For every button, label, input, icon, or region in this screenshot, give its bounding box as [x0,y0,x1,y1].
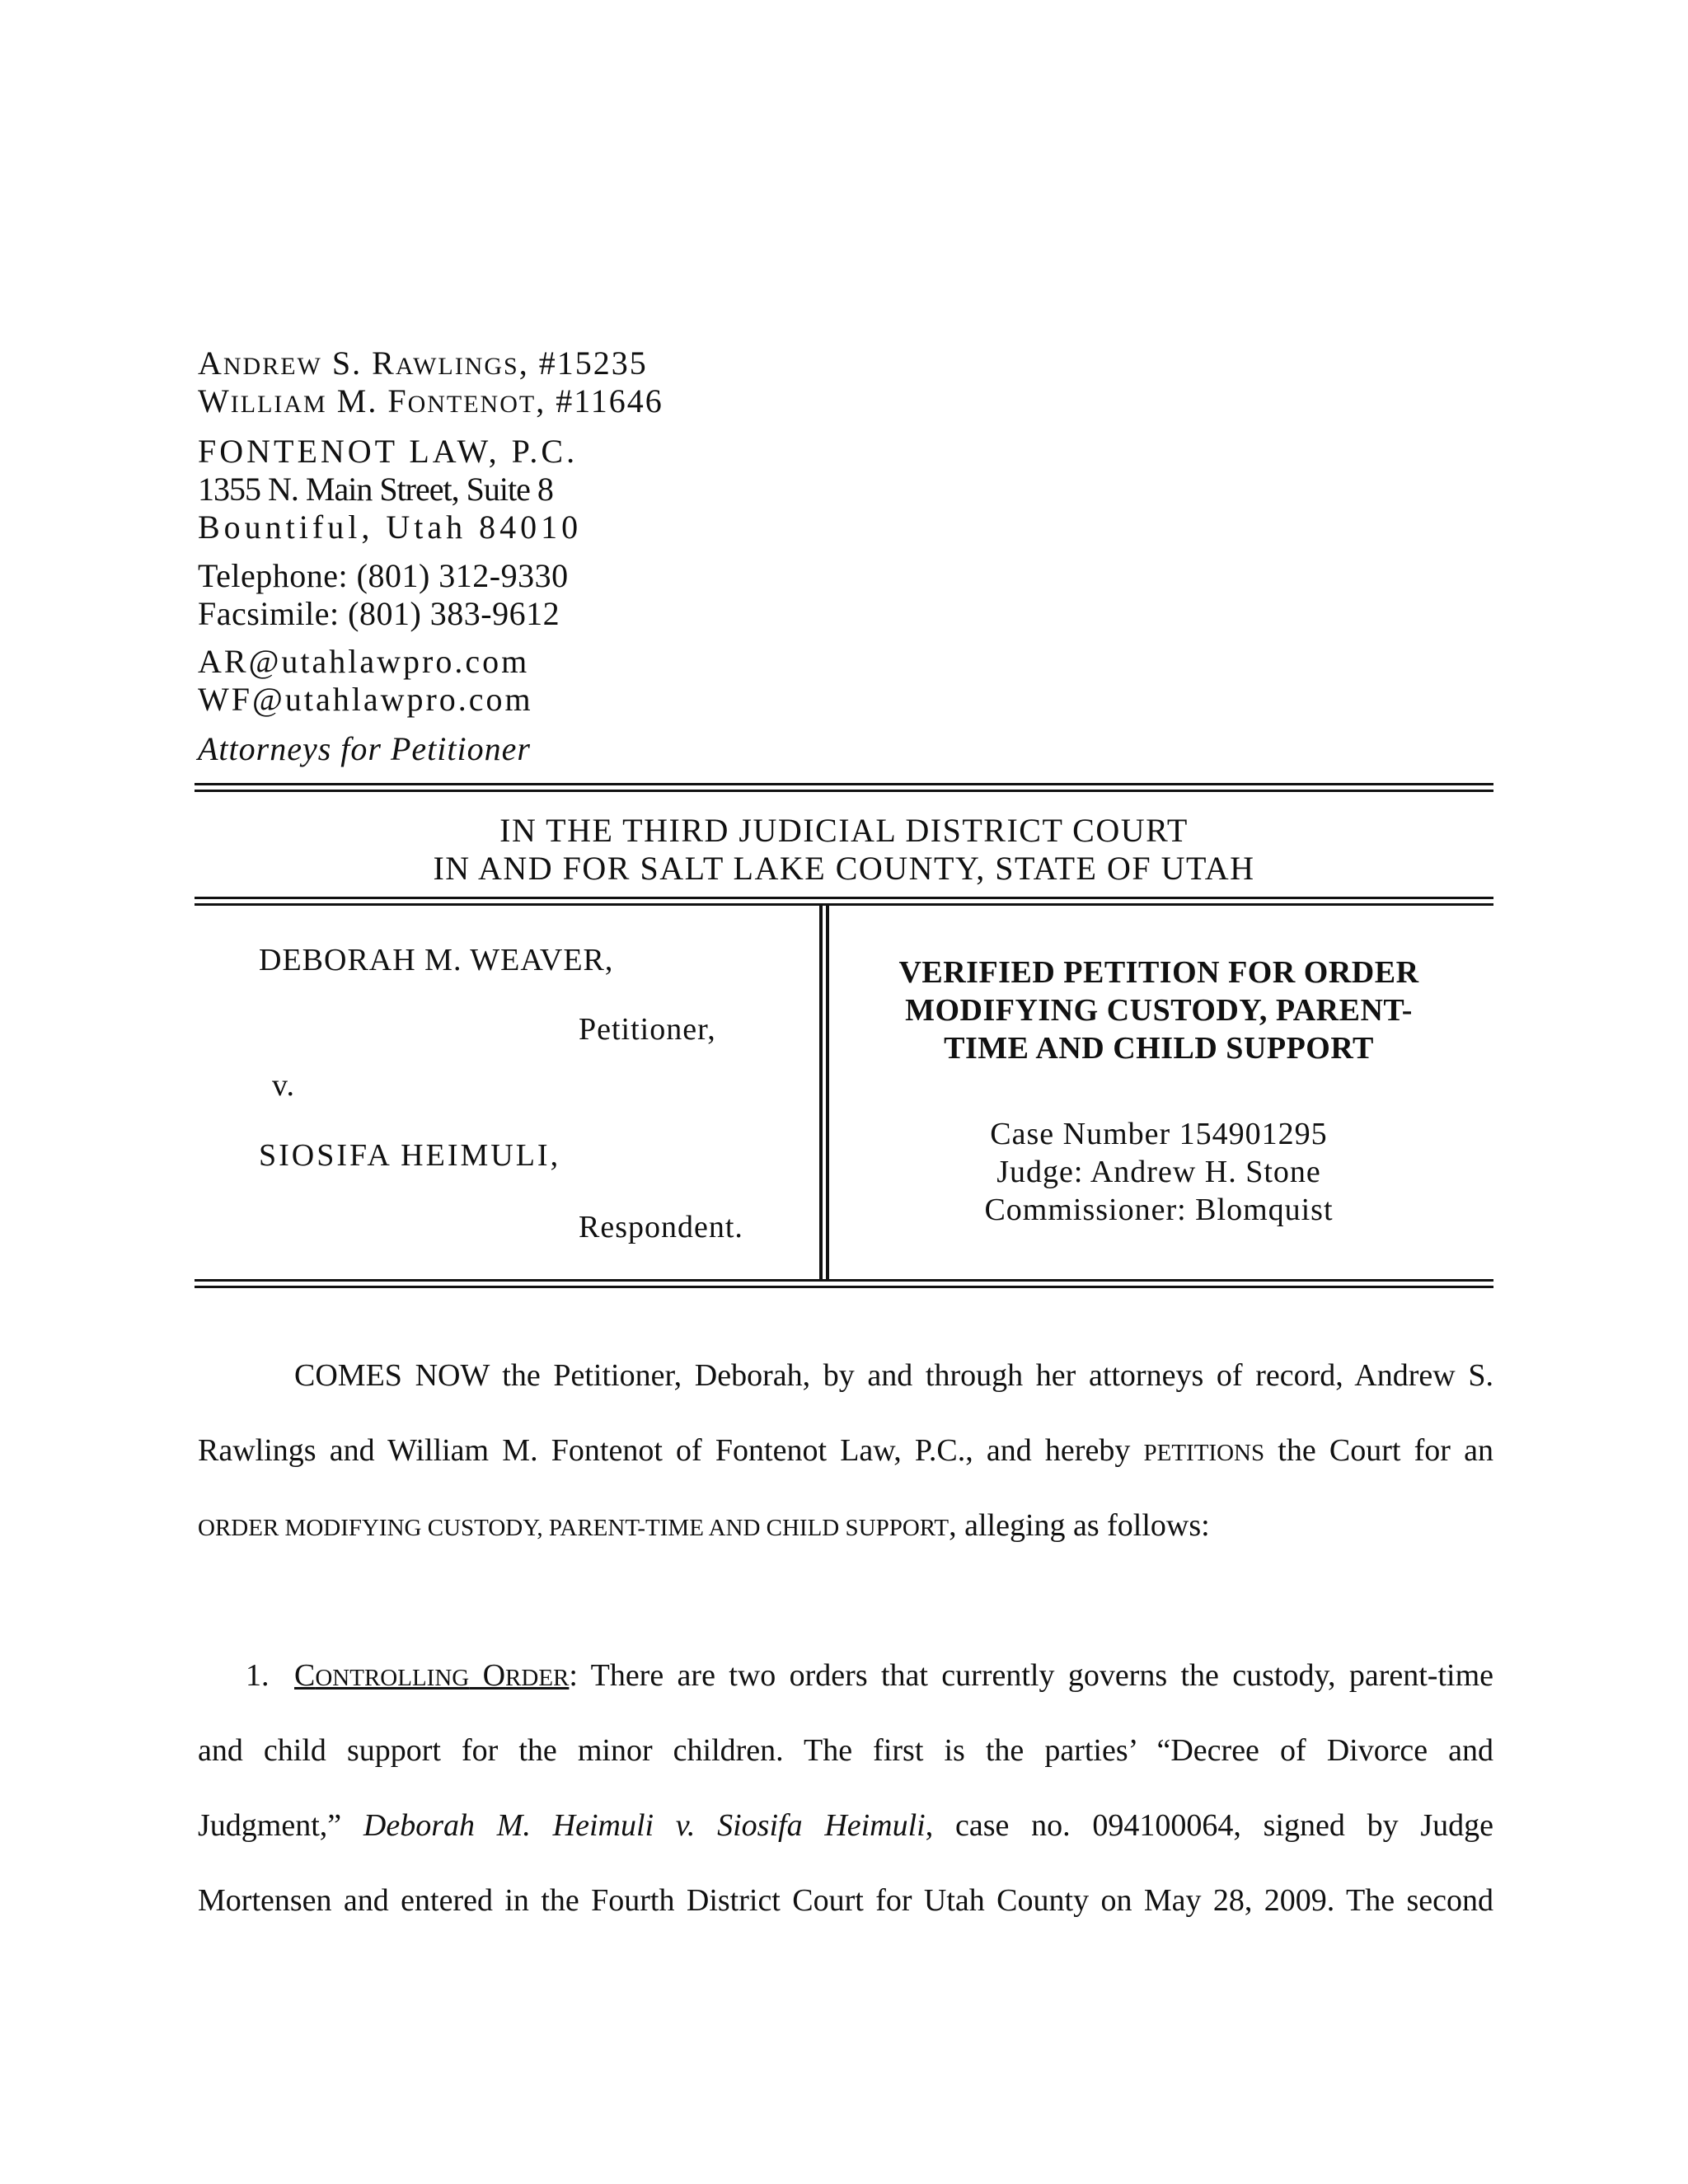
attorney-1-middle: S. [321,344,373,382]
item-1-line-2: and child support for the minor children. The first is the parties’ “Decree of Divorce and [198,1733,1493,1768]
intro-line-3-small-caps: ORDER MODIFYING CUSTODY, PARENT-TIME AND CHILD SUPPORT [198,1515,950,1541]
item-1-line-1 [294,1657,1493,1697]
attorney-1-initial: A [198,344,223,382]
attorney-1-first-name-rest: NDREW [223,353,322,380]
attorney-1-bar-number: , #15235 [518,344,648,382]
item-1-heading-cap-1: C [294,1658,316,1693]
email-1: AR@utahlawpro.com [198,643,530,680]
caption-bottom-rule [195,1279,1493,1288]
caption-divider-left [819,905,823,1279]
document-title-line-3: TIME AND CHILD SUPPORT [944,1031,1374,1066]
attorney-2-middle: M. [326,382,388,419]
intro-line-2 [198,1432,1493,1472]
intro-line-3-end: , alleging as follows: [949,1508,1210,1543]
attorney-2-line [198,382,663,424]
petitioner-name: DEBORAH M. WEAVER, [259,943,614,977]
attorney-2-initial: W [198,382,231,419]
petitioner-role: Petitioner, [579,1012,716,1047]
judge: Judge: Andrew H. Stone [996,1155,1321,1189]
attorney-2-bar-number: , #11646 [536,382,663,419]
intro-line-2-text: Rawlings and William M. Fontenot of Fontenot Law, P.C., and hereby [198,1433,1144,1468]
commissioner: Commissioner: Blomquist [984,1193,1334,1227]
intro-line-1: COMES NOW the Petitioner, Deborah, by and through her attorneys of record, Andrew S. [294,1358,1493,1393]
item-1-line-4: Mortensen and entered in the Fourth District Court for Utah County on May 28, 2009. The second [198,1883,1493,1918]
header-double-rule [195,783,1493,792]
respondent-name: SIOSIFA HEIMULI, [259,1138,561,1173]
document-title-line-2: MODIFYING CUSTODY, PARENT- [905,993,1413,1028]
attorney-1-line [198,344,648,386]
intro-line-2-small-caps: PETITIONS [1143,1440,1265,1466]
firm-city: Bountiful, Utah 84010 [198,509,583,546]
firm-street: 1355 N. Main Street, Suite 8 [198,471,553,508]
attorney-role: Attorneys for Petitioner [198,730,531,767]
attorney-2-last-name-rest: ONTENOT [407,391,537,418]
item-1-line-1-text: : There are two orders that currently governs the custody, parent-time [569,1658,1493,1693]
versus: v. [272,1068,296,1103]
item-1-heading-cap-2: O [469,1658,506,1693]
intro-line-3 [198,1507,1210,1547]
firm-facsimile: Facsimile: (801) 383-9612 [198,595,560,632]
intro-line-2-end: the Court for an [1264,1433,1493,1468]
item-1-heading-small-2: RDER [505,1665,570,1691]
attorney-2-last-initial: F [387,382,408,419]
email-2: WF@utahlawpro.com [198,681,533,718]
court-line-1: IN THE THIRD JUDICIAL DISTRICT COURT [499,812,1189,849]
case-style-italic: Deborah M. Heimuli v. Siosifa Heimuli [363,1808,926,1843]
caption-top-rule [195,897,1493,906]
attorney-1-last-name-rest: AWLINGS [395,353,519,380]
court-line-2: IN AND FOR SALT LAKE COUNTY, STATE OF UTAH [433,850,1255,887]
document-title-line-1: VERIFIED PETITION FOR ORDER [898,955,1419,990]
firm-telephone: Telephone: (801) 312-9330 [198,557,569,594]
item-1-heading [294,1658,569,1693]
case-number: Case Number 154901295 [990,1117,1328,1151]
item-1-line-3-end: , case no. 094100064, signed by Judge [925,1808,1493,1843]
item-1-number: 1. [246,1658,270,1693]
attorney-1-last-initial: R [372,344,396,382]
firm-name: FONTENOT LAW, P.C. [198,433,579,470]
item-1-heading-small-1: ONTROLLING [315,1665,470,1691]
respondent-role: Respondent. [579,1210,743,1244]
attorney-2-first-name-rest: ILLIAM [230,391,327,418]
item-1-line-3 [198,1807,1493,1844]
item-1-line-3-text: Judgment,” [198,1808,363,1843]
